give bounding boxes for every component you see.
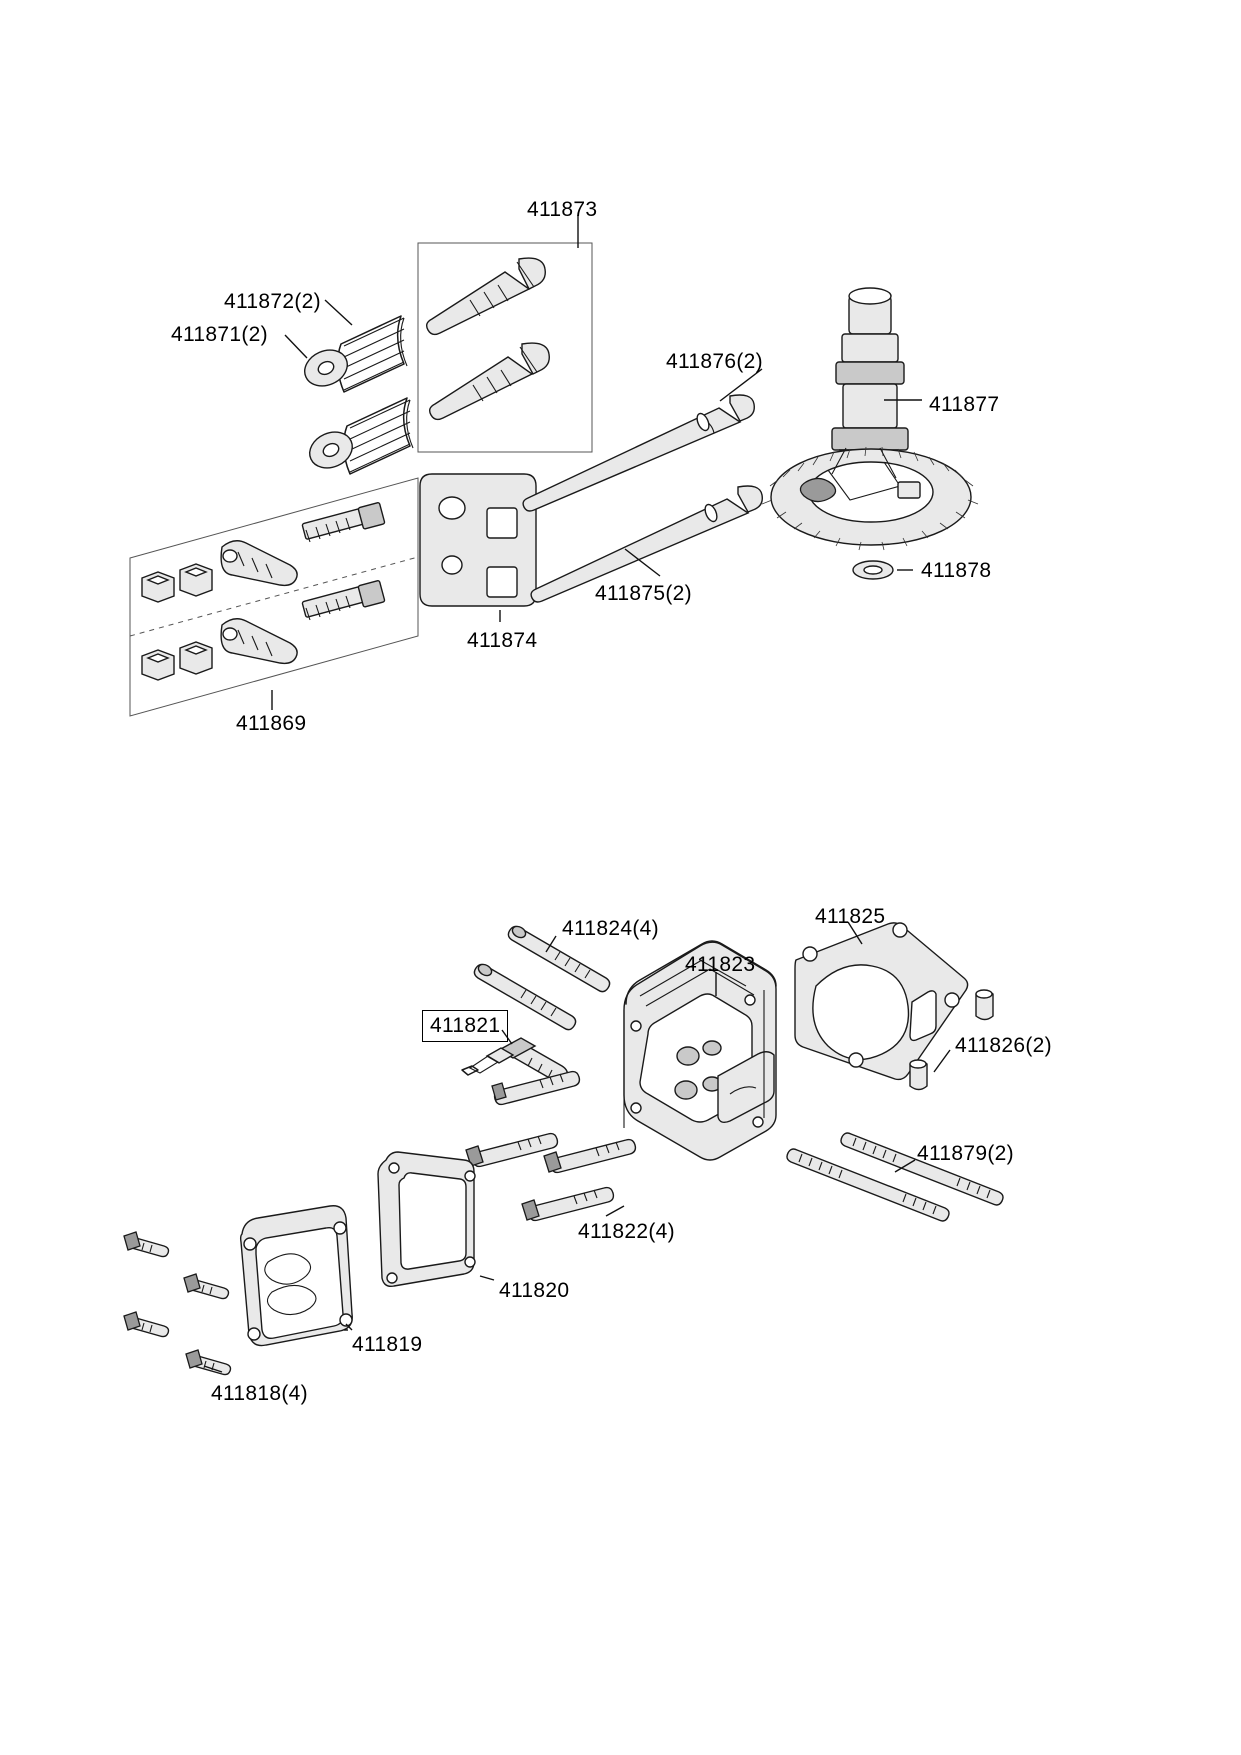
- part-label-411819[interactable]: 411819: [352, 1333, 423, 1356]
- cover-bolt-1: [124, 1232, 169, 1257]
- part-label-411826[interactable]: 411826(2): [955, 1034, 1052, 1057]
- part-label-411869[interactable]: 411869: [236, 712, 307, 735]
- part-label-411822[interactable]: 411822(4): [578, 1220, 675, 1243]
- rocker-arm-lower: [221, 619, 297, 664]
- head-gasket: [795, 923, 968, 1080]
- part-label-411876[interactable]: 411876(2): [666, 350, 763, 373]
- valve-retainer-lower: [304, 426, 358, 475]
- part-label-411825[interactable]: 411825: [815, 905, 886, 928]
- valve-cover-gasket: [378, 1152, 475, 1286]
- rocker-nuts-upper: [142, 564, 212, 602]
- part-label-411877[interactable]: 411877: [929, 393, 1000, 416]
- head-bolt-3: [544, 1140, 635, 1173]
- part-label-411872[interactable]: 411872(2): [224, 290, 321, 313]
- part-label-411879[interactable]: 411879(2): [917, 1142, 1014, 1165]
- valve-spring-upper: [338, 316, 407, 392]
- camshaft-washer: [853, 561, 893, 579]
- push-rod-guide-plate: [420, 474, 536, 622]
- camshaft: [762, 288, 978, 550]
- push-rod-upper: [523, 395, 754, 511]
- cover-bolt-3: [124, 1312, 169, 1337]
- valve-retainer-upper: [299, 344, 353, 393]
- part-label-411874[interactable]: 411874: [467, 629, 538, 652]
- adjuster-stud-lower: [302, 580, 385, 620]
- cover-bolt-2: [184, 1274, 229, 1299]
- head-bolt-2: [466, 1134, 557, 1167]
- part-label-411871[interactable]: 411871(2): [171, 323, 268, 346]
- part-label-411875[interactable]: 411875(2): [595, 582, 692, 605]
- valve-lower: [430, 343, 550, 419]
- rocker-arm-upper: [221, 541, 297, 586]
- part-label-411878[interactable]: 411878: [921, 559, 992, 582]
- valve-spring-lower: [344, 398, 413, 474]
- part-label-411873[interactable]: 411873: [527, 198, 598, 221]
- part-label-411820[interactable]: 411820: [499, 1279, 570, 1302]
- cover-bolt-4: [186, 1350, 231, 1375]
- part-label-411824[interactable]: 411824(4): [562, 917, 659, 940]
- dowel-pin-lower: [910, 1060, 927, 1090]
- head-bolt-4: [522, 1188, 613, 1221]
- head-bolt-1: [492, 1072, 579, 1105]
- dowel-pin-upper: [976, 990, 993, 1020]
- part-label-411823[interactable]: 411823: [685, 953, 756, 976]
- part-label-411821[interactable]: 411821: [422, 1010, 508, 1042]
- valve-cover: [241, 1206, 353, 1346]
- part-label-411818[interactable]: 411818(4): [211, 1382, 308, 1405]
- spark-plug: [462, 1038, 567, 1082]
- adjuster-stud-upper: [302, 502, 385, 542]
- valve-upper: [427, 258, 546, 334]
- rocker-nuts-lower: [142, 642, 212, 680]
